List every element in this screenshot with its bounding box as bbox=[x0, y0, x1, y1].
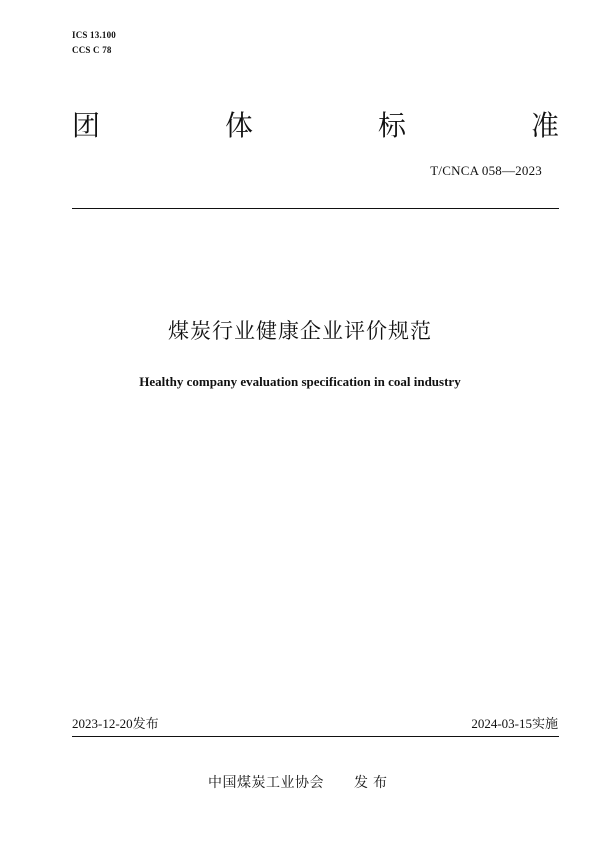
ics-code: ICS 13.100 bbox=[72, 30, 117, 40]
document-title-chinese: 煤炭行业健康企业评价规范 bbox=[168, 319, 432, 343]
header-divider bbox=[72, 208, 559, 209]
publish-date: 2023-12-20发布 bbox=[72, 716, 159, 731]
standard-type-heading bbox=[72, 106, 559, 146]
standard-type-char-2: 体 bbox=[224, 109, 253, 142]
publisher-line bbox=[0, 773, 600, 793]
standard-code: T/CNCA 058—2023 bbox=[430, 163, 542, 178]
ccs-code: CCS C 78 bbox=[72, 45, 112, 55]
publisher-action: 发布 bbox=[354, 775, 392, 791]
implementation-date: 2024-03-15实施 bbox=[471, 716, 558, 731]
standard-type-char-4: 准 bbox=[530, 109, 559, 142]
document-title-english: Healthy company evaluation specification in coal industry bbox=[139, 374, 461, 389]
standard-type-char-1: 团 bbox=[72, 109, 101, 142]
publisher-organization: 中国煤炭工业协会 bbox=[208, 775, 324, 791]
footer-divider bbox=[72, 736, 559, 737]
standard-type-char-3: 标 bbox=[377, 109, 406, 142]
